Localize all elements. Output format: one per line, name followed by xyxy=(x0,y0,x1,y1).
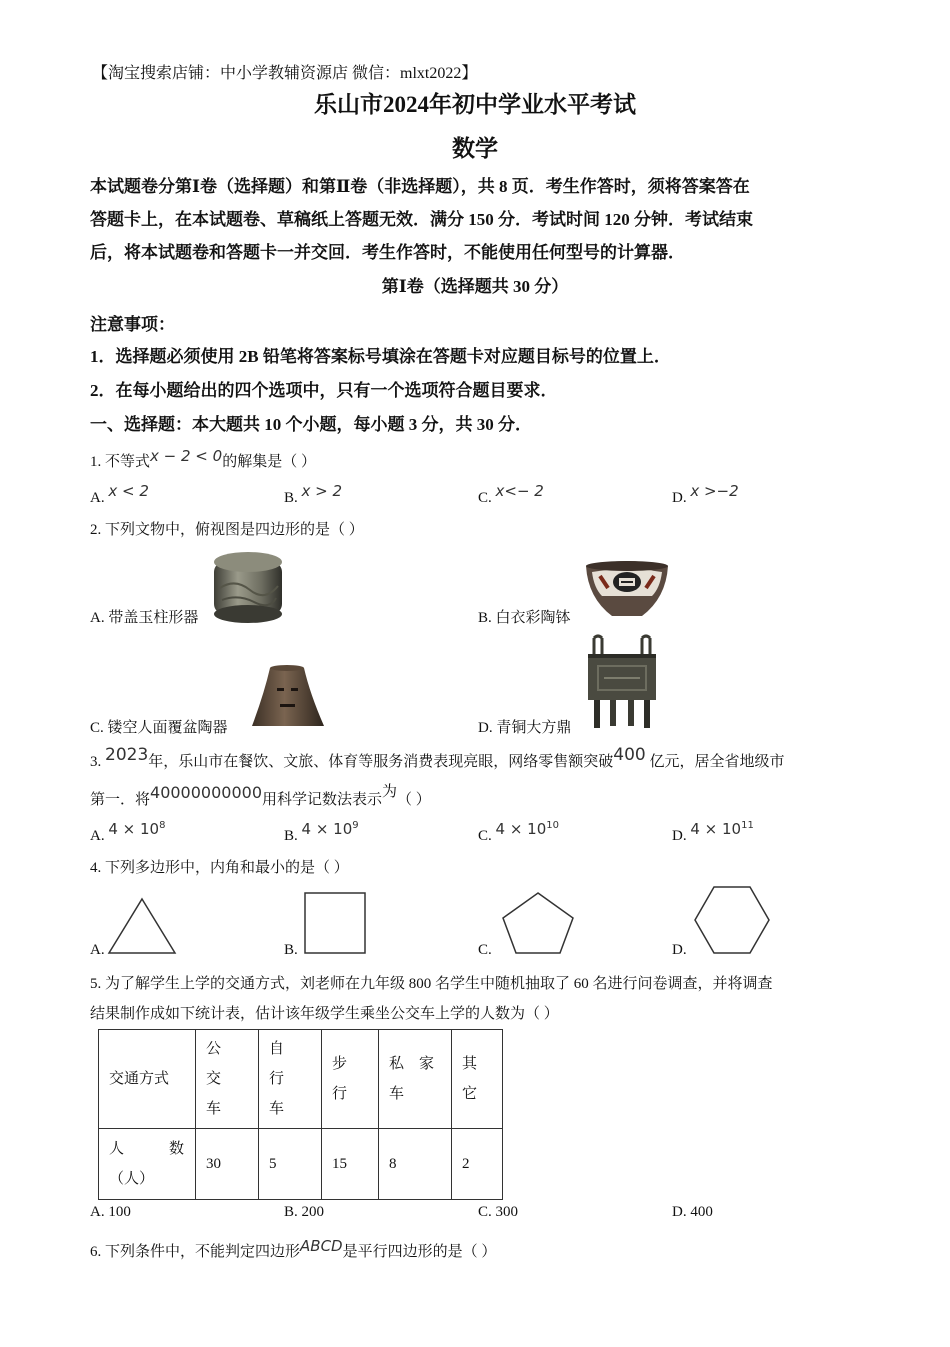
jade-cylinder-image xyxy=(210,548,286,624)
table-cell: 2 xyxy=(452,1129,503,1200)
table-row-label: 人 数 （人） xyxy=(99,1129,196,1200)
q4-option-c[interactable]: C. xyxy=(478,942,492,958)
question-5-line-1: 5. 为了解学生上学的交通方式，刘老师在九年级 800 名学生中随机抽取了 60 名进行问卷调查，并将调查 xyxy=(90,976,773,992)
exam-title: 乐山市2024年初中学业水平考试 xyxy=(314,92,636,117)
question-4-stem: 4. 下列多边形中，内角和最小的是（ ） xyxy=(90,860,349,876)
question-2-stem: 2. 下列文物中，俯视图是四边形的是（ ） xyxy=(90,522,364,538)
hexagon-icon xyxy=(692,884,772,956)
pottery-bowl-image xyxy=(582,558,672,622)
intro-line-1: 本试题卷分第Ⅰ卷（选择题）和第Ⅱ卷（非选择题），共 8 页．考生作答时，须将答案答在 xyxy=(90,177,750,196)
q3-option-d[interactable]: D. $4 \times 10^{11}$ xyxy=(672,820,754,844)
table-header-cell: 公 交 车 xyxy=(196,1030,259,1129)
part1-heading: 第Ⅰ卷（选择题共 30 分） xyxy=(381,277,569,296)
table-header-cell: 步 行 xyxy=(322,1030,379,1129)
square-icon xyxy=(302,890,368,956)
question-6-stem: 6. 下列条件中，不能判定四边形ABCD是平行四边形的是（ ） xyxy=(90,1237,497,1260)
q1-option-a[interactable]: A. x < 2 xyxy=(90,482,149,506)
q4-option-d[interactable]: D. xyxy=(672,942,687,958)
q1-expression: x − 2 < 0 xyxy=(150,447,223,465)
q5-option-c[interactable]: C. 300 xyxy=(478,1204,519,1220)
table-header-cell: 其 它 xyxy=(452,1030,503,1129)
table-cell: 5 xyxy=(259,1129,322,1200)
table-header-cell: 交通方式 xyxy=(99,1030,196,1129)
question-1-stem: 1. 不等式x − 2 < 0的解集是（ ） xyxy=(90,447,316,470)
q4-option-b[interactable]: B. xyxy=(284,942,298,958)
q1-option-b[interactable]: B. x > 2 xyxy=(284,482,343,506)
triangle-icon xyxy=(106,896,178,956)
q2-option-d[interactable]: D. 青铜大方鼎 xyxy=(478,720,572,736)
question-3-line-2: 第一．将40000000000用科学记数法表示为（ ） xyxy=(90,783,431,808)
q2-option-c[interactable]: C. 镂空人面覆盆陶器 xyxy=(90,720,228,736)
q3-number: 40000000000 xyxy=(150,783,262,802)
q2-option-b[interactable]: B. 白衣彩陶钵 xyxy=(478,610,571,626)
q2-option-a[interactable]: A. 带盖玉柱形器 xyxy=(90,610,199,626)
q3-option-c[interactable]: C. $4 \times 10^{10}$ xyxy=(478,820,559,844)
table-header-cell: 私 家 车 xyxy=(379,1030,452,1129)
q1-option-d[interactable]: D. x >−2 xyxy=(672,482,739,506)
table-cell: 8 xyxy=(379,1129,452,1200)
q3-option-a[interactable]: A. $4 \times 10^8$ xyxy=(90,820,166,844)
pentagon-icon xyxy=(500,890,576,956)
intro-line-3: 后，将本试题卷和答题卡一并交回．考生作答时，不能使用任何型号的计算器． xyxy=(90,243,685,262)
note-1: 1．选择题必须使用 2B 铅笔将答案标号填涂在答题卡对应题目标号的位置上． xyxy=(90,347,671,366)
section-heading: 一、选择题：本大题共 10 个小题，每小题 3 分，共 30 分． xyxy=(90,415,532,434)
table-row xyxy=(99,1129,503,1200)
question-5-line-2: 结果制作成如下统计表，估计该年级学生乘坐公交车上学的人数为（ ） xyxy=(90,1006,559,1022)
q4-option-a[interactable]: A. xyxy=(90,942,105,958)
table-cell: 30 xyxy=(196,1129,259,1200)
table-header-cell: 自 行 车 xyxy=(259,1030,322,1129)
q6-expression: ABCD xyxy=(300,1237,343,1255)
q3-year: 2023 xyxy=(105,745,149,765)
bronze-ding-image xyxy=(582,634,662,730)
ad-line: 【淘宝搜索店铺：中小学教辅资源店 微信：mlxt2022】 xyxy=(92,65,478,82)
q1-option-c[interactable]: C. x<− 2 xyxy=(478,482,544,506)
notes-title: 注意事项： xyxy=(90,315,175,334)
face-pottery-image xyxy=(250,664,326,730)
question-3-line-1: 3. 2023年，乐山市在餐饮、文旅、体育等服务消费表现亮眼，网络零售额突破400 亿元，居全省地级市 xyxy=(90,745,785,770)
transport-stats-table xyxy=(98,1029,503,1200)
q3-option-b[interactable]: B. $4 \times 10^9$ xyxy=(284,820,359,844)
table-header-row xyxy=(99,1030,503,1129)
intro-line-2: 答题卡上，在本试题卷、草稿纸上答题无效．满分 150 分．考试时间 120 分钟．考试结束 xyxy=(90,210,753,229)
q3-amount: 400 xyxy=(613,745,646,765)
note-2: 2．在每小题给出的四个选项中，只有一个选项符合题目要求． xyxy=(90,381,558,400)
q5-option-b[interactable]: B. 200 xyxy=(284,1204,325,1220)
subject-title: 数学 xyxy=(452,136,498,161)
q5-option-a[interactable]: A. 100 xyxy=(90,1204,131,1220)
table-cell: 15 xyxy=(322,1129,379,1200)
q5-option-d[interactable]: D. 400 xyxy=(672,1204,713,1220)
